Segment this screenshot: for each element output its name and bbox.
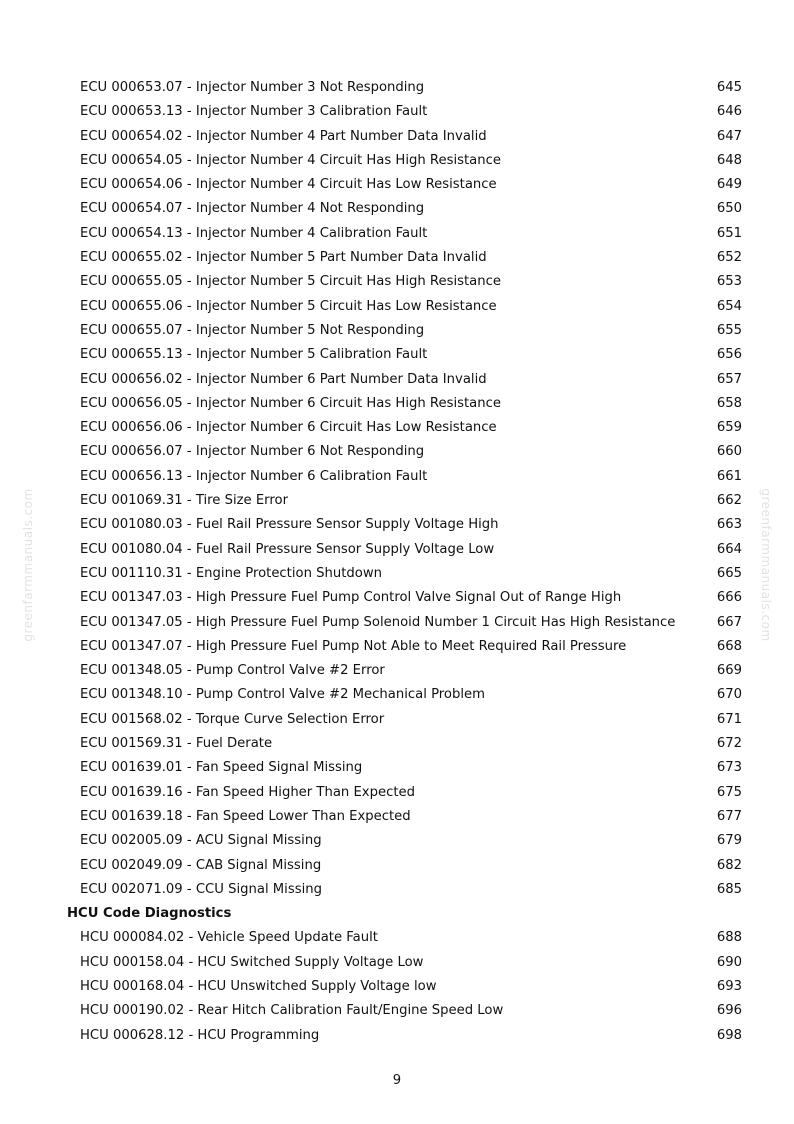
toc-entry-label: ECU 000654.06 - Injector Number 4 Circuit Has Low Resistance (80, 177, 497, 193)
toc-entry-label: ECU 001348.05 - Pump Control Valve #2 Error (80, 663, 385, 679)
toc-entry-label: ECU 000654.02 - Injector Number 4 Part Number Data Invalid (80, 128, 487, 144)
toc-entry-page: 670 (716, 687, 742, 703)
toc-entry-label: ECU 000655.07 - Injector Number 5 Not Responding (80, 322, 425, 338)
toc-entry-label: ECU 000656.07 - Injector Number 6 Not Responding (80, 444, 425, 460)
toc-entry-label: ECU 001568.02 - Torque Curve Selection Error (80, 711, 385, 727)
toc-entry-label: ECU 000655.05 - Injector Number 5 Circuit Has High Resistance (80, 274, 501, 290)
watermark-right: greenfarmmanuals.com (759, 488, 773, 642)
toc-entry-page: 665 (716, 565, 742, 581)
toc-entry-page: 696 (716, 1003, 742, 1019)
toc-entry-page: 673 (716, 760, 742, 776)
toc-entry-page: 653 (716, 274, 742, 290)
toc-entry-label: ECU 001639.18 - Fan Speed Lower Than Expected (80, 808, 411, 824)
toc-entry-label: ECU 000656.13 - Injector Number 6 Calibration Fault (80, 468, 428, 484)
toc-entry[interactable] (0, 829, 794, 853)
toc-entry-label: HCU 000158.04 - HCU Switched Supply Voltage Low (80, 954, 424, 970)
toc-entry-label: ECU 000656.02 - Injector Number 6 Part Number Data Invalid (80, 371, 487, 387)
toc-entry-page: 685 (716, 881, 742, 897)
toc-entry-page: 690 (716, 954, 742, 970)
toc-entry[interactable] (0, 343, 794, 367)
toc-entry[interactable] (0, 125, 794, 149)
ecu-entries (0, 76, 794, 902)
toc-entry-page: 671 (716, 711, 742, 727)
toc-entry-page: 667 (716, 614, 742, 630)
toc-entry-label: ECU 000655.13 - Injector Number 5 Calibration Fault (80, 347, 428, 363)
toc-entry-label: ECU 000655.02 - Injector Number 5 Part Number Data Invalid (80, 250, 487, 266)
toc-entry-page: 664 (716, 541, 742, 557)
toc-entry[interactable] (0, 295, 794, 319)
toc-entry[interactable] (0, 368, 794, 392)
toc-entry[interactable] (0, 538, 794, 562)
toc-entry-label: HCU 000084.02 - Vehicle Speed Update Fault (80, 930, 378, 946)
toc-entry[interactable] (0, 173, 794, 197)
toc-entry-label: ECU 000654.13 - Injector Number 4 Calibration Fault (80, 225, 428, 241)
toc-entry[interactable] (0, 440, 794, 464)
toc-entry-label: ECU 001347.05 - High Pressure Fuel Pump Solenoid Number 1 Circuit Has High Resistance (80, 614, 676, 630)
toc-entry[interactable] (0, 854, 794, 878)
toc-entry-page: 658 (716, 395, 742, 411)
toc-entry-page: 659 (716, 420, 742, 436)
toc-entry-label: ECU 000654.07 - Injector Number 4 Not Responding (80, 201, 425, 217)
toc-entry[interactable] (0, 975, 794, 999)
toc-entry[interactable] (0, 756, 794, 780)
section-heading-label: HCU Code Diagnostics (67, 906, 232, 922)
toc-entry[interactable] (0, 513, 794, 537)
toc-entry-page: 654 (716, 298, 742, 314)
toc-entry-page: 660 (716, 444, 742, 460)
hcu-entries (0, 926, 794, 1047)
toc-entry[interactable] (0, 805, 794, 829)
toc-entry-page: 645 (716, 80, 742, 95)
toc-entry-page: 668 (716, 638, 742, 654)
toc-entry-label: ECU 001639.01 - Fan Speed Signal Missing (80, 760, 363, 776)
toc-entry-label: HCU 000168.04 - HCU Unswitched Supply Voltage low (80, 978, 437, 994)
toc-entry-label: HCU 000190.02 - Rear Hitch Calibration Fault/Engine Speed Low (80, 1003, 504, 1019)
toc-entry-page: 682 (716, 857, 742, 873)
toc-entry[interactable] (0, 562, 794, 586)
toc-entry-label: ECU 001347.03 - High Pressure Fuel Pump Control Valve Signal Out of Range High (80, 590, 622, 606)
toc-entry-label: ECU 001639.16 - Fan Speed Higher Than Expected (80, 784, 415, 800)
toc-entry[interactable] (0, 416, 794, 440)
toc-entry-label: ECU 001569.31 - Fuel Derate (80, 736, 273, 752)
toc-entry[interactable] (0, 319, 794, 343)
toc-entry-page: 652 (716, 250, 742, 266)
toc-entry-page: 648 (716, 152, 742, 168)
toc-entry[interactable] (0, 197, 794, 221)
page-number: 9 (392, 1073, 402, 1088)
toc-entry-page: 661 (716, 468, 742, 484)
toc-entry[interactable] (0, 951, 794, 975)
toc-entry-page: 662 (716, 493, 742, 509)
toc-entry-page: 693 (716, 978, 742, 994)
toc-entry[interactable] (0, 1024, 794, 1048)
toc-entry-label: ECU 001110.31 - Engine Protection Shutdown (80, 565, 382, 581)
toc-entry-label: ECU 000656.05 - Injector Number 6 Circuit Has High Resistance (80, 395, 501, 411)
toc-entry-page: 649 (716, 177, 742, 193)
toc-entry-label: ECU 000653.07 - Injector Number 3 Not Responding (80, 80, 425, 95)
toc-entry-page: 663 (716, 517, 742, 533)
toc-entry-label: ECU 002071.09 - CCU Signal Missing (80, 881, 322, 897)
toc-entry-label: ECU 001069.31 - Tire Size Error (80, 493, 288, 509)
table-of-contents (0, 76, 794, 1048)
toc-entry[interactable] (0, 149, 794, 173)
toc-entry[interactable] (0, 926, 794, 950)
toc-entry[interactable] (0, 100, 794, 124)
toc-entry-label: ECU 001080.03 - Fuel Rail Pressure Sensor Supply Voltage High (80, 517, 499, 533)
toc-entry-label: ECU 001347.07 - High Pressure Fuel Pump Not Able to Meet Required Rail Pressure (80, 638, 627, 654)
toc-entry[interactable] (0, 222, 794, 246)
toc-entry-page: 669 (716, 663, 742, 679)
toc-entry-label: ECU 002049.09 - CAB Signal Missing (80, 857, 322, 873)
toc-entry[interactable] (0, 635, 794, 659)
toc-entry[interactable] (0, 708, 794, 732)
toc-entry[interactable] (0, 878, 794, 902)
toc-entry-label: ECU 000655.06 - Injector Number 5 Circuit Has Low Resistance (80, 298, 497, 314)
toc-entry-label: ECU 002005.09 - ACU Signal Missing (80, 833, 322, 849)
toc-entry-page: 650 (716, 201, 742, 217)
section-heading[interactable] (0, 902, 794, 926)
toc-entry-label: ECU 000654.05 - Injector Number 4 Circuit Has High Resistance (80, 152, 501, 168)
toc-entry[interactable] (0, 246, 794, 270)
toc-entry-page: 672 (716, 736, 742, 752)
toc-entry-page: 657 (716, 371, 742, 387)
toc-entry-label: ECU 001348.10 - Pump Control Valve #2 Mechanical Problem (80, 687, 485, 703)
toc-entry[interactable] (0, 781, 794, 805)
toc-entry-label: ECU 000653.13 - Injector Number 3 Calibration Fault (80, 104, 428, 120)
watermark-left: greenfarmmanuals.com (21, 488, 35, 642)
toc-entry-label: HCU 000628.12 - HCU Programming (80, 1027, 320, 1043)
toc-entry[interactable] (0, 270, 794, 294)
toc-entry-page: 647 (716, 128, 742, 144)
toc-entry-page: 646 (716, 104, 742, 120)
toc-entry-label: ECU 000656.06 - Injector Number 6 Circuit Has Low Resistance (80, 420, 497, 436)
toc-entry[interactable] (0, 683, 794, 707)
toc-entry-page: 688 (716, 930, 742, 946)
toc-entry[interactable] (0, 659, 794, 683)
toc-entry-page: 651 (716, 225, 742, 241)
toc-entry[interactable] (0, 489, 794, 513)
toc-entry-page: 679 (716, 833, 742, 849)
toc-entry-page: 675 (716, 784, 742, 800)
toc-entry[interactable] (0, 586, 794, 610)
toc-entry-page: 655 (716, 322, 742, 338)
toc-entry[interactable] (0, 465, 794, 489)
toc-entry[interactable] (0, 999, 794, 1023)
toc-entry-page: 656 (716, 347, 742, 363)
toc-entry-page: 677 (716, 808, 742, 824)
toc-entry-page: 666 (716, 590, 742, 606)
toc-entry-page: 698 (716, 1027, 742, 1043)
toc-entry[interactable] (0, 76, 794, 100)
toc-entry[interactable] (0, 392, 794, 416)
toc-entry[interactable] (0, 732, 794, 756)
toc-entry-label: ECU 001080.04 - Fuel Rail Pressure Sensor Supply Voltage Low (80, 541, 495, 557)
toc-entry[interactable] (0, 611, 794, 635)
